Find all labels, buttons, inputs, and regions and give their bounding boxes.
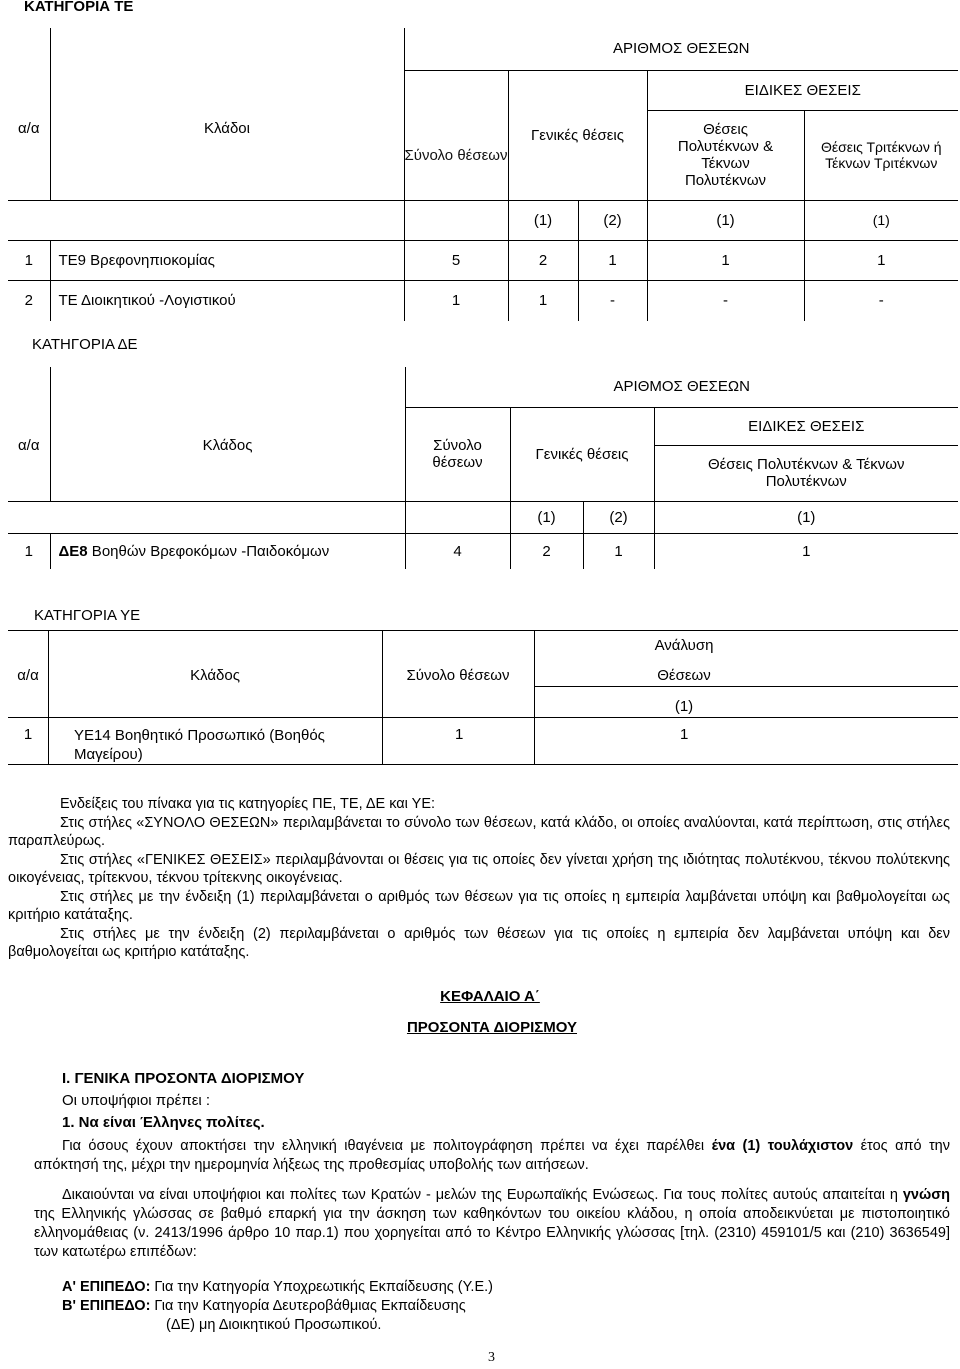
de-col-genikes: Γενικές θέσεις [510,407,654,501]
te-col-triteknon: Θέσεις Τριτέκνων ή Τέκνων Τριτέκνων [804,110,958,200]
de-marker: (1) [510,501,583,533]
section-heading: Ι. ΓΕΝΙΚΑ ΠΡΟΣΟΝΤΑ ΔΙΟΡΙΣΜΟΥ [62,1070,305,1087]
de-marker: (1) [654,501,958,533]
te-table [8,28,958,321]
note-paragraph: Στις στήλες «ΓΕΝΙΚΕΣ ΘΕΣΕΙΣ» περιλαμβάνονται οι θέσεις για τις οποίες δεν γίνεται χρήση της ιδιότητας πολυτέκνου, τέκνου πολύτεκνης οικογένειας, τρίτεκνου, τέκνου τρίτεκνης οικογένειας. [8,851,950,886]
de-eidikes-theseis: ΕΙΔΙΚΕΣ ΘΕΣΕΙΣ [654,407,958,445]
level-a: Α' ΕΠΙΠΕΔΟ: Για την Κατηγορία Υποχρεωτικής Εκπαίδευσης (Υ.Ε.) [62,1279,493,1295]
te-arithmos-theseon: ΑΡΙΘΜΟΣ ΘΕΣΕΩΝ [404,28,958,70]
chapter-subtitle: ΠΡΟΣΟΝΤΑ ΔΙΟΡΙΣΜΟΥ [406,1019,578,1036]
section-intro: Οι υποψήφιοι πρέπει : [62,1092,211,1109]
requirement-1: 1. Να είναι Έλληνες πολίτες. [62,1114,265,1131]
level-b: Β' ΕΠΙΠΕΔΟ: Για την Κατηγορία Δευτεροβάθμιας Εκπαίδευσης [62,1298,466,1314]
table-row: 2 ΤΕ Διοικητικού -Λογιστικού 1 1 - - - [8,280,958,321]
note-paragraph: Στις στήλες «ΣΥΝΟΛΟ ΘΕΣΕΩΝ» περιλαμβάνεται το σύνολο των θέσεων, κατά κλάδο, οι οποίες αναλύονται, κατά περίπτωση, στις στήλες παραπλεύρως. [8,814,950,849]
te-marker: (1) [647,200,804,240]
te-marker: (1) [804,200,958,240]
ye-col-aa: α/α [17,667,39,684]
ye-col-klados: Κλάδος [190,667,240,684]
page-number: 3 [488,1350,495,1365]
te-col-polyteknon: Θέσεις Πολυτέκνων & Τέκνων Πολυτέκνων [647,110,804,200]
te-col-aa: α/α [8,28,50,200]
te-col-genikes: Γενικές θέσεις [508,70,647,200]
ye-heading: ΚΑΤΗΓΟΡΙΑ ΥΕ [34,607,141,624]
note-paragraph: Στις στήλες με την ένδειξη (1) περιλαμβάνεται ο αριθμός των θέσεων για τις οποίες η εμπειρία λαμβάνεται υπόψη και βαθμολογείται ως κριτήριο κατάταξης. [8,888,950,923]
chapter-title: ΚΕΦΑΛΑΙΟ Α΄ [440,988,540,1005]
de-col-synolo: Σύνολο θέσεων [405,407,510,501]
de-col-aa: α/α [8,367,50,501]
note-paragraph: Στις στήλες με την ένδειξη (2) περιλαμβάνεται ο αριθμός των θέσεων για τις οποίες η εμπειρία δεν λαμβάνεται υπόψη και δεν βαθμολογείται ως κριτήριο κατάταξης. [8,925,950,960]
te-eidikes-theseis: ΕΙΔΙΚΕΣ ΘΕΣΕΙΣ [647,70,958,110]
naturalization-paragraph: Για όσους έχουν αποκτήσει την ελληνική ιθαγένεια με πολιτογράφηση πρέπει να έχει παρέλθει ένα (1) τουλάχιστον έτος από την απόκτησή της, μέχρι την ημερομηνία λήξεως της προθεσμίας υποβολής των αιτήσεων. [34,1138,951,1173]
de-heading: ΚΑΤΗΓΟΡΙΑ ΔΕ [32,336,138,353]
level-b-continued: (ΔΕ) μη Διοικητικού Προσωπικού. [166,1317,382,1333]
ye-marker: (1) [674,698,694,715]
de-marker: (2) [583,501,654,533]
te-marker: (2) [578,200,647,240]
ye-col-analysi-2: Θέσεων [657,667,711,684]
de-arithmos-theseon: ΑΡΙΘΜΟΣ ΘΕΣΕΩΝ [405,367,958,407]
ye-col-analysi: Ανάλυση [654,637,714,654]
eu-citizens-paragraph: Δικαιούνται να είναι υποψήφιοι και πολίτες των Κρατών - μελών της Ευρωπαϊκής Ενώσεως. Για τους πολίτες αυτούς απαιτείται η γνώση της Ελληνικής γλώσσας σε βαθμό επαρκή για την άσκηση των καθηκόντων του οικείου κλάδου, η οποία αποδεικνύεται με πιστοποιητικό ελληνομάθειας (ν. 2413/1996 άρθρο 10 παρ.1) που χορηγείται από το Κέντρο Ελληνικής γλώσσας [τηλ. (2310) 459101/5 και (210) 3636549] των κατωτέρω επιπέδων: [34,1187,950,1260]
notes-title: Ενδείξεις του πίνακα για τις κατηγορίες ΠΕ, ΤΕ, ΔΕ και ΥΕ: [60,796,436,812]
te-heading: ΚΑΤΗΓΟΡΙΑ ΤΕ [24,0,134,15]
de-col-klados: Κλάδος [50,367,405,501]
te-col-synolo: Σύνολο θέσεων [404,70,508,200]
table-row: 1 ΤΕ9 Βρεφονηπιοκομίας 5 2 1 1 1 [8,240,958,280]
de-table [8,367,958,569]
ye-col-synolo: Σύνολο θέσεων [406,667,510,684]
table-notes [8,795,950,962]
te-col-kladoi: Κλάδοι [50,28,404,200]
te-marker: (1) [508,200,578,240]
table-row: 1 ΔΕ8 Βοηθών Βρεφοκόμων -Παιδοκόμων 4 2 1 1 [8,533,958,569]
de-col-polyteknon: Θέσεις Πολυτέκνων & Τέκνων Πολυτέκνων [654,445,958,501]
